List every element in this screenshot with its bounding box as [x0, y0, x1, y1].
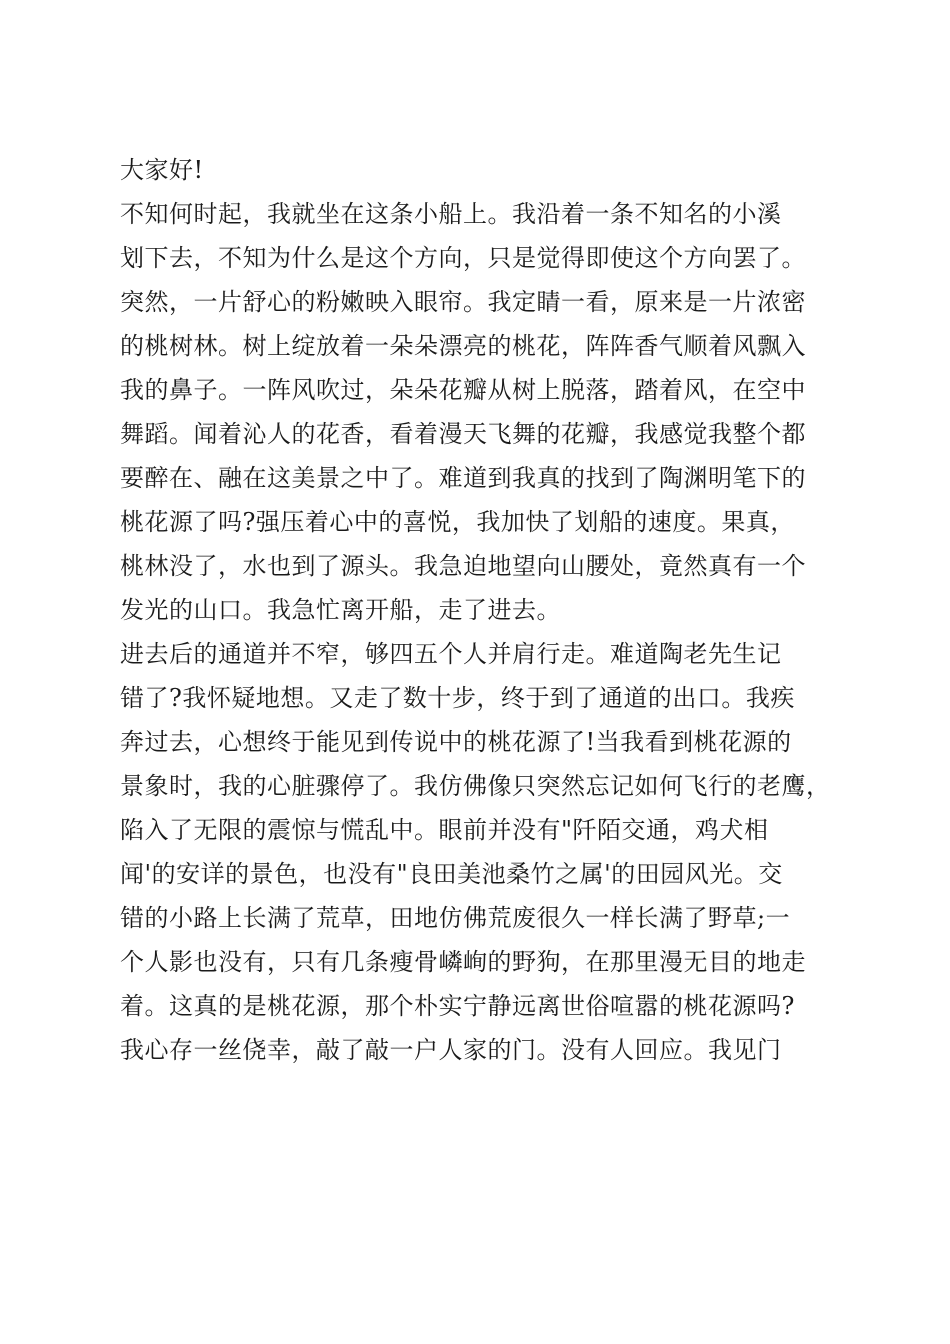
text-line: 舞蹈。闻着沁人的花香，看着漫天飞舞的花瓣，我感觉我整个都: [120, 420, 806, 448]
text-line: 划下去，不知为什么是这个方向，只是觉得即使这个方向罢了。: [120, 244, 806, 272]
text-line: 奔过去，心想终于能见到传说中的桃花源了!当我看到桃花源的: [120, 728, 792, 756]
text-line: 突然，一片舒心的粉嫩映入眼帘。我定睛一看，原来是一片浓密: [120, 288, 806, 316]
text-line: 发光的山口。我急忙离开船，走了进去。: [120, 596, 561, 624]
essay-text: [120, 148, 850, 1072]
text-line: 桃林没了，水也到了源头。我急迫地望向山腰处，竟然真有一个: [120, 552, 806, 580]
text-line: 桃花源了吗?强压着心中的喜悦，我加快了划船的速度。果真，: [120, 508, 795, 536]
text-line: 的桃树林。树上绽放着一朵朵漂亮的桃花，阵阵香气顺着风飘入: [120, 332, 806, 360]
text-line: 不知何时起，我就坐在这条小船上。我沿着一条不知名的小溪: [120, 200, 782, 228]
text-line: 我心存一丝侥幸，敲了敲一户人家的门。没有人回应。我见门: [120, 1036, 782, 1064]
text-line: 大家好!: [120, 156, 204, 184]
text-line: 我的鼻子。一阵风吹过，朵朵花瓣从树上脱落，踏着风，在空中: [120, 376, 806, 404]
text-line: 着。这真的是桃花源，那个朴实宁静远离世俗喧嚣的桃花源吗?: [120, 992, 795, 1020]
text-line: 错了?我怀疑地想。又走了数十步，终于到了通道的出口。我疾: [120, 684, 795, 712]
text-line: 要醉在、融在这美景之中了。难道到我真的找到了陶渊明笔下的: [120, 464, 806, 492]
text-line: 陷入了无限的震惊与慌乱中。眼前并没有"阡陌交通，鸡犬相: [120, 816, 769, 844]
text-line: 个人影也没有，只有几条瘦骨嶙峋的野狗，在那里漫无目的地走: [120, 948, 806, 976]
text-line: 景象时，我的心脏骤停了。我仿佛像只突然忘记如何飞行的老鹰，: [120, 772, 831, 800]
text-line: 进去后的通道并不窄，够四五个人并肩行走。难道陶老先生记: [120, 640, 782, 668]
text-line: 错的小路上长满了荒草，田地仿佛荒废很久一样长满了野草;一: [120, 904, 791, 932]
text-line: 闻'的安详的景色，也没有"良田美池桑竹之属'的田园风光。交: [120, 860, 783, 888]
